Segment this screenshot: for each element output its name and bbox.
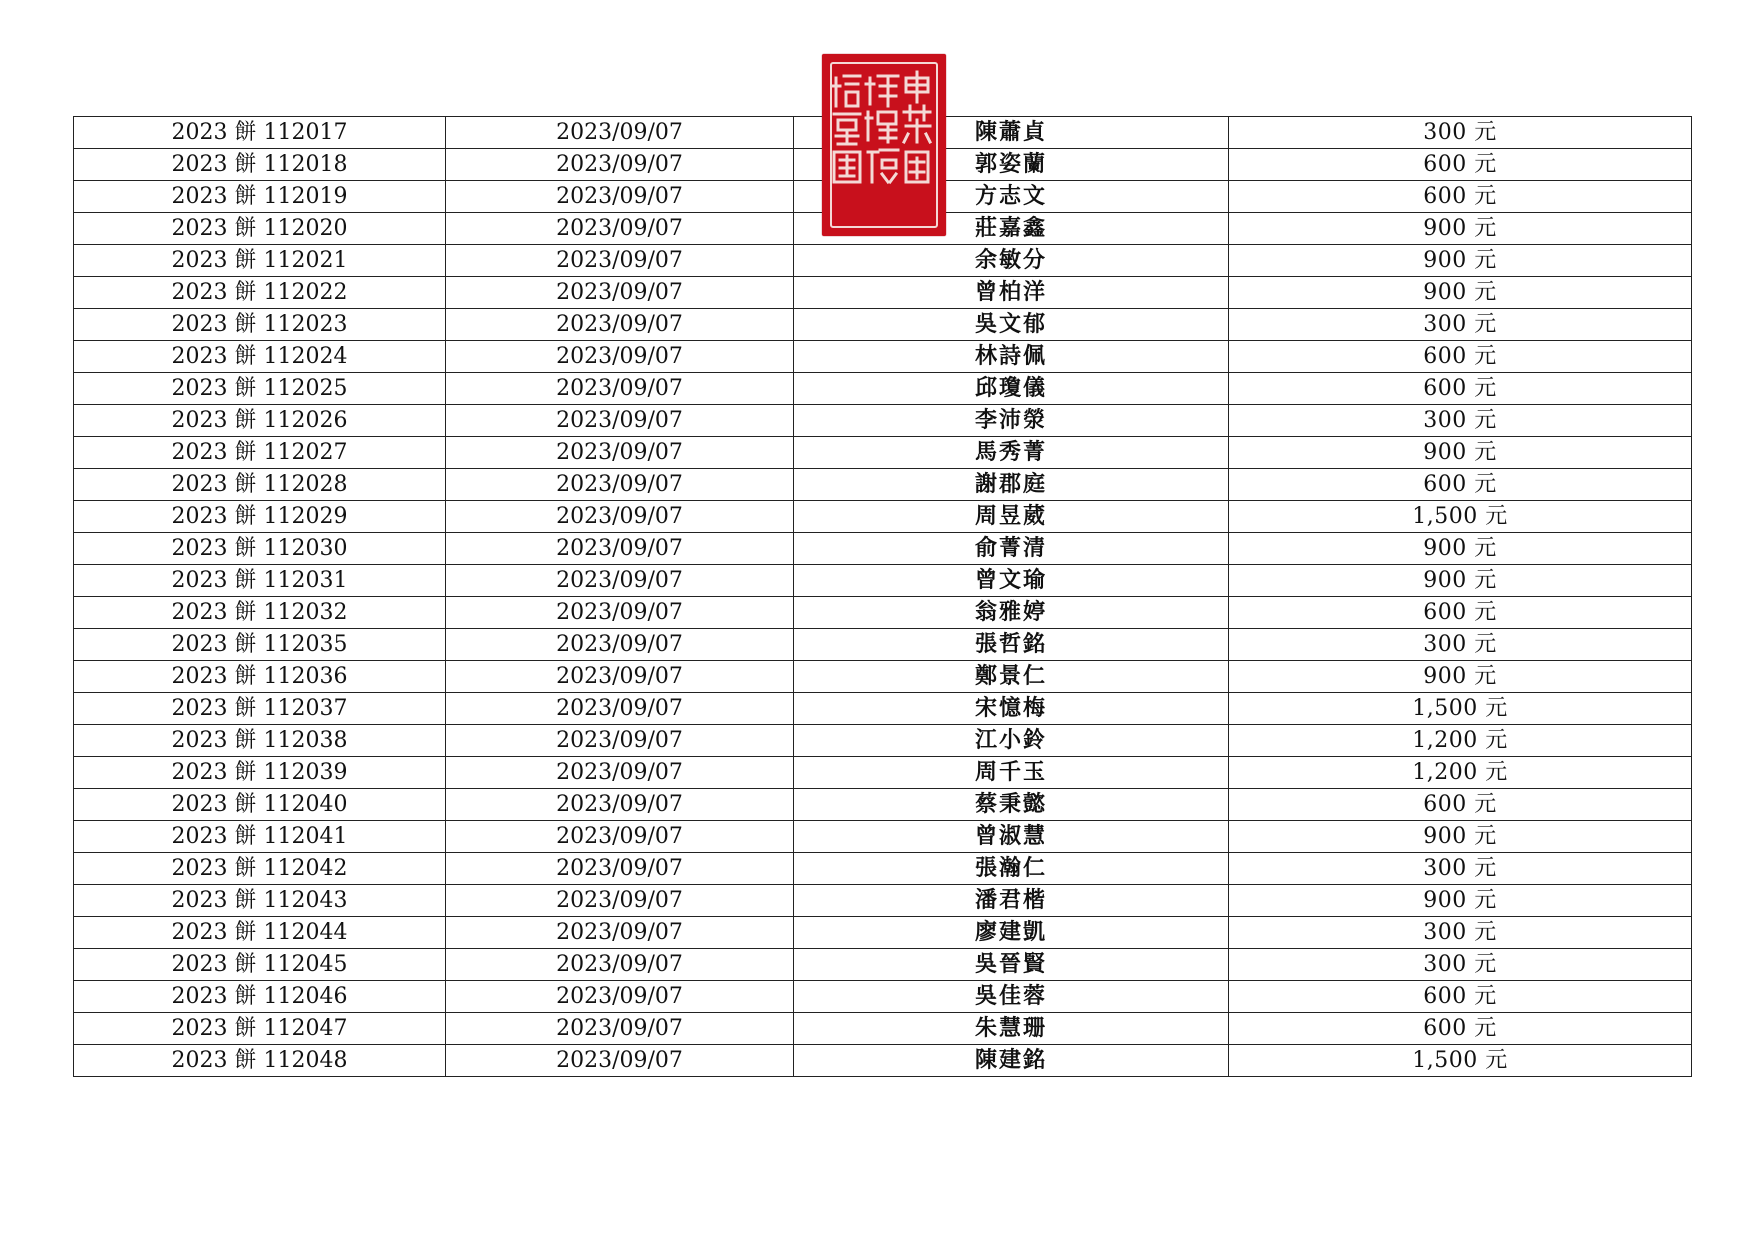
date-cell: 2023/09/07	[446, 725, 794, 757]
donor-name-cell: 張瀚仁	[794, 853, 1229, 885]
amount-cell: 1,200 元	[1229, 757, 1692, 789]
date-cell: 2023/09/07	[446, 917, 794, 949]
donor-name-cell: 俞菁清	[794, 533, 1229, 565]
donor-name-cell: 郭姿蘭	[794, 149, 1229, 181]
amount-cell: 900 元	[1229, 533, 1692, 565]
donor-name-cell: 江小鈴	[794, 725, 1229, 757]
amount-cell: 600 元	[1229, 341, 1692, 373]
table-row	[74, 629, 1692, 661]
receipt-number-cell: 2023 餅 112022	[74, 277, 446, 309]
table-row	[74, 661, 1692, 693]
date-cell: 2023/09/07	[446, 309, 794, 341]
receipt-number-cell: 2023 餅 112031	[74, 565, 446, 597]
donor-name-cell: 吳晉賢	[794, 949, 1229, 981]
donor-name-cell: 宋憶梅	[794, 693, 1229, 725]
receipt-number-cell: 2023 餅 112048	[74, 1045, 446, 1077]
receipt-number-cell: 2023 餅 112021	[74, 245, 446, 277]
table-row	[74, 981, 1692, 1013]
donor-name-cell: 謝郡庭	[794, 469, 1229, 501]
date-cell: 2023/09/07	[446, 629, 794, 661]
receipt-number-cell: 2023 餅 112036	[74, 661, 446, 693]
receipt-number-cell: 2023 餅 112042	[74, 853, 446, 885]
donor-name-cell: 吳佳蓉	[794, 981, 1229, 1013]
date-cell: 2023/09/07	[446, 949, 794, 981]
amount-cell: 900 元	[1229, 821, 1692, 853]
date-cell: 2023/09/07	[446, 245, 794, 277]
date-cell: 2023/09/07	[446, 597, 794, 629]
receipt-number-cell: 2023 餅 112019	[74, 181, 446, 213]
receipt-number-cell: 2023 餅 112027	[74, 437, 446, 469]
table-row	[74, 501, 1692, 533]
donor-name-cell: 邱瓊儀	[794, 373, 1229, 405]
donor-name-cell: 曾柏洋	[794, 277, 1229, 309]
amount-cell: 900 元	[1229, 245, 1692, 277]
receipt-number-cell: 2023 餅 112017	[74, 117, 446, 149]
amount-cell: 900 元	[1229, 437, 1692, 469]
amount-cell: 600 元	[1229, 181, 1692, 213]
table-row	[74, 1045, 1692, 1077]
date-cell: 2023/09/07	[446, 981, 794, 1013]
ledger-body	[74, 117, 1692, 1077]
amount-cell: 900 元	[1229, 213, 1692, 245]
date-cell: 2023/09/07	[446, 277, 794, 309]
receipt-number-cell: 2023 餅 112047	[74, 1013, 446, 1045]
table-row	[74, 693, 1692, 725]
table-row	[74, 1013, 1692, 1045]
donor-name-cell: 吳文郁	[794, 309, 1229, 341]
donor-name-cell: 陳蕭貞	[794, 117, 1229, 149]
amount-cell: 600 元	[1229, 789, 1692, 821]
donor-name-cell: 蔡秉懿	[794, 789, 1229, 821]
receipt-number-cell: 2023 餅 112040	[74, 789, 446, 821]
receipt-number-cell: 2023 餅 112030	[74, 533, 446, 565]
amount-cell: 300 元	[1229, 309, 1692, 341]
receipt-number-cell: 2023 餅 112045	[74, 949, 446, 981]
donor-name-cell: 莊嘉鑫	[794, 213, 1229, 245]
table-row	[74, 949, 1692, 981]
amount-cell: 900 元	[1229, 885, 1692, 917]
date-cell: 2023/09/07	[446, 501, 794, 533]
date-cell: 2023/09/07	[446, 437, 794, 469]
table-row	[74, 597, 1692, 629]
receipt-number-cell: 2023 餅 112025	[74, 373, 446, 405]
date-cell: 2023/09/07	[446, 661, 794, 693]
donation-ledger-table	[73, 116, 1692, 1077]
donor-name-cell: 周昱葳	[794, 501, 1229, 533]
donor-name-cell: 曾文瑜	[794, 565, 1229, 597]
amount-cell: 600 元	[1229, 373, 1692, 405]
amount-cell: 300 元	[1229, 917, 1692, 949]
donor-name-cell: 鄭景仁	[794, 661, 1229, 693]
amount-cell: 600 元	[1229, 981, 1692, 1013]
date-cell: 2023/09/07	[446, 885, 794, 917]
table-row	[74, 821, 1692, 853]
date-cell: 2023/09/07	[446, 405, 794, 437]
amount-cell: 600 元	[1229, 469, 1692, 501]
date-cell: 2023/09/07	[446, 1013, 794, 1045]
table-row	[74, 725, 1692, 757]
receipt-number-cell: 2023 餅 112026	[74, 405, 446, 437]
date-cell: 2023/09/07	[446, 117, 794, 149]
receipt-number-cell: 2023 餅 112024	[74, 341, 446, 373]
amount-cell: 1,500 元	[1229, 693, 1692, 725]
table-row	[74, 405, 1692, 437]
date-cell: 2023/09/07	[446, 533, 794, 565]
amount-cell: 900 元	[1229, 661, 1692, 693]
amount-cell: 600 元	[1229, 1013, 1692, 1045]
table-row	[74, 757, 1692, 789]
date-cell: 2023/09/07	[446, 853, 794, 885]
receipt-number-cell: 2023 餅 112035	[74, 629, 446, 661]
donor-name-cell: 周千玉	[794, 757, 1229, 789]
table-row	[74, 533, 1692, 565]
donor-name-cell: 翁雅婷	[794, 597, 1229, 629]
donor-name-cell: 馬秀菁	[794, 437, 1229, 469]
donor-name-cell: 方志文	[794, 181, 1229, 213]
table-row	[74, 469, 1692, 501]
table-row	[74, 853, 1692, 885]
receipt-number-cell: 2023 餅 112028	[74, 469, 446, 501]
donor-name-cell: 朱慧珊	[794, 1013, 1229, 1045]
amount-cell: 300 元	[1229, 629, 1692, 661]
donor-name-cell: 李沛滎	[794, 405, 1229, 437]
receipt-number-cell: 2023 餅 112037	[74, 693, 446, 725]
date-cell: 2023/09/07	[446, 213, 794, 245]
amount-cell: 900 元	[1229, 565, 1692, 597]
receipt-number-cell: 2023 餅 112046	[74, 981, 446, 1013]
amount-cell: 1,500 元	[1229, 501, 1692, 533]
amount-cell: 300 元	[1229, 405, 1692, 437]
receipt-number-cell: 2023 餅 112032	[74, 597, 446, 629]
date-cell: 2023/09/07	[446, 821, 794, 853]
donor-name-cell: 陳建銘	[794, 1045, 1229, 1077]
date-cell: 2023/09/07	[446, 149, 794, 181]
receipt-number-cell: 2023 餅 112018	[74, 149, 446, 181]
amount-cell: 1,500 元	[1229, 1045, 1692, 1077]
date-cell: 2023/09/07	[446, 693, 794, 725]
receipt-number-cell: 2023 餅 112038	[74, 725, 446, 757]
date-cell: 2023/09/07	[446, 789, 794, 821]
donor-name-cell: 潘君楷	[794, 885, 1229, 917]
amount-cell: 1,200 元	[1229, 725, 1692, 757]
receipt-number-cell: 2023 餅 112039	[74, 757, 446, 789]
donor-name-cell: 張哲銘	[794, 629, 1229, 661]
date-cell: 2023/09/07	[446, 757, 794, 789]
table-row	[74, 565, 1692, 597]
donor-name-cell: 曾淑慧	[794, 821, 1229, 853]
table-row	[74, 789, 1692, 821]
receipt-number-cell: 2023 餅 112023	[74, 309, 446, 341]
receipt-number-cell: 2023 餅 112041	[74, 821, 446, 853]
table-row	[74, 437, 1692, 469]
table-row	[74, 309, 1692, 341]
date-cell: 2023/09/07	[446, 373, 794, 405]
table-row	[74, 885, 1692, 917]
amount-cell: 300 元	[1229, 853, 1692, 885]
table-row	[74, 373, 1692, 405]
official-seal	[822, 54, 946, 236]
table-row	[74, 277, 1692, 309]
table-row	[74, 245, 1692, 277]
receipt-number-cell: 2023 餅 112043	[74, 885, 446, 917]
date-cell: 2023/09/07	[446, 1045, 794, 1077]
table-row	[74, 341, 1692, 373]
amount-cell: 600 元	[1229, 597, 1692, 629]
receipt-number-cell: 2023 餅 112029	[74, 501, 446, 533]
date-cell: 2023/09/07	[446, 341, 794, 373]
donor-name-cell: 廖建凱	[794, 917, 1229, 949]
date-cell: 2023/09/07	[446, 565, 794, 597]
date-cell: 2023/09/07	[446, 469, 794, 501]
donor-name-cell: 林詩佩	[794, 341, 1229, 373]
receipt-number-cell: 2023 餅 112044	[74, 917, 446, 949]
donor-name-cell: 余敏分	[794, 245, 1229, 277]
date-cell: 2023/09/07	[446, 181, 794, 213]
receipt-number-cell: 2023 餅 112020	[74, 213, 446, 245]
amount-cell: 300 元	[1229, 949, 1692, 981]
amount-cell: 300 元	[1229, 117, 1692, 149]
table-row	[74, 917, 1692, 949]
amount-cell: 900 元	[1229, 277, 1692, 309]
seal-glyphs	[822, 54, 946, 236]
amount-cell: 600 元	[1229, 149, 1692, 181]
